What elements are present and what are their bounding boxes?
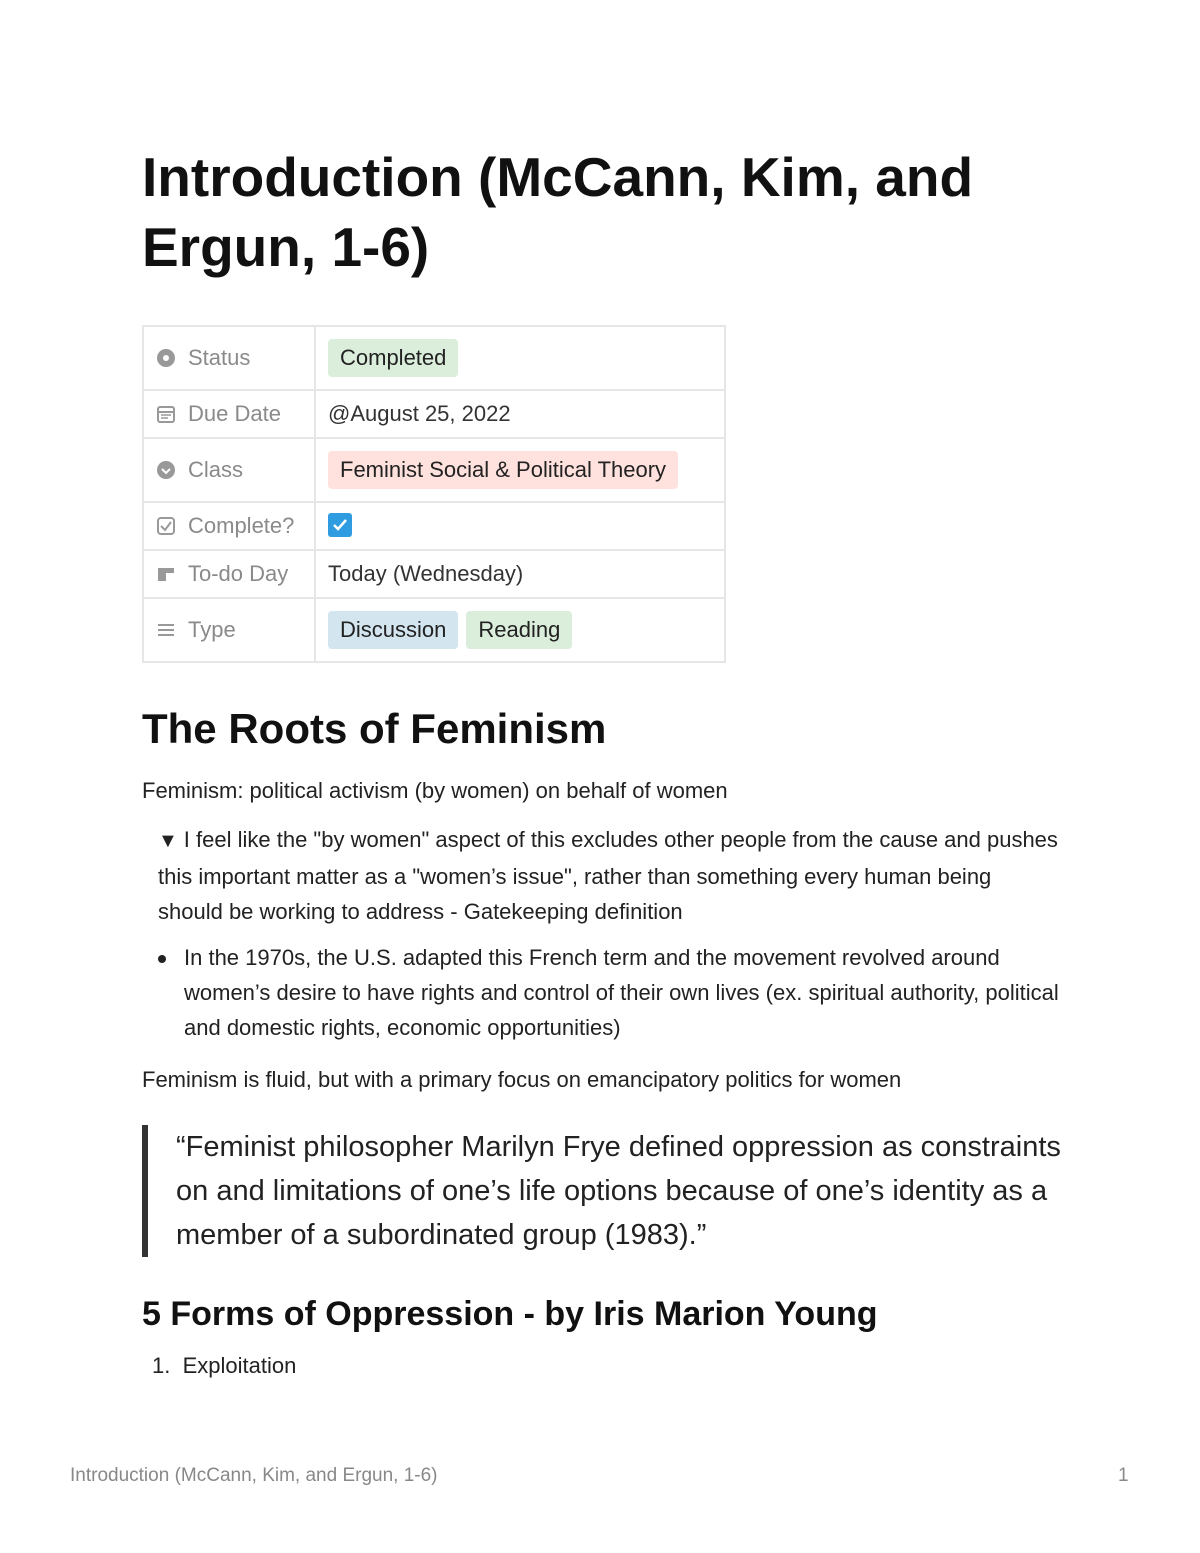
property-row-status <box>143 326 725 390</box>
checkmark-icon <box>331 516 349 534</box>
page-title: Introduction (McCann, Kim, and Ergun, 1-6) <box>142 146 974 278</box>
property-row-todo-day <box>143 550 725 598</box>
checkbox-icon <box>156 516 176 536</box>
due-date-label: Due Date <box>188 401 281 426</box>
type-tag-discussion[interactable]: Discussion <box>328 611 458 649</box>
numbered-list-item <box>152 1350 296 1382</box>
section-heading-roots: The Roots of Feminism <box>142 705 607 752</box>
footer-title: Introduction (McCann, Kim, and Ergun, 1-6) <box>70 1465 438 1486</box>
calendar-icon <box>156 404 176 424</box>
select-icon <box>156 460 176 480</box>
multi-select-icon <box>156 620 176 640</box>
toggle-text: I feel like the "by women" aspect of this excludes other people from the cause and pushes this important matter as a "women’s issue", rather than something every human being should be working to address - Gatekeeping definition <box>158 827 1058 924</box>
type-tag-reading[interactable]: Reading <box>466 611 572 649</box>
status-label: Status <box>188 345 251 370</box>
todo-day-label: To-do Day <box>188 561 289 586</box>
properties-table <box>142 325 726 663</box>
type-label: Type <box>188 617 236 642</box>
list-item-text: Exploitation <box>182 1353 297 1378</box>
toggle-triangle-icon[interactable]: ▼ <box>158 830 178 852</box>
property-row-type <box>143 598 725 662</box>
status-icon <box>156 348 176 368</box>
property-row-due-date <box>143 390 725 438</box>
property-row-class <box>143 438 725 502</box>
status-tag[interactable]: Completed <box>328 339 458 377</box>
property-row-complete <box>143 502 725 550</box>
quote-block: “Feminist philosopher Marilyn Frye defined oppression as constraints on and limitations of one’s life options because of one’s identity as a member of a subordinated group (1983).” <box>142 1125 1062 1257</box>
todo-day-value: Today (Wednesday) <box>315 550 725 598</box>
bullet-list-item: In the 1970s, the U.S. adapted this French term and the movement revolved around women’s desire to have rights and control of their own lives (ex. spiritual authority, political and domestic rights, economic opportunities) <box>184 945 1059 1040</box>
complete-checkbox[interactable] <box>328 513 352 537</box>
due-date-value[interactable]: @August 25, 2022 <box>315 390 725 438</box>
list-number: 1. <box>152 1353 183 1378</box>
complete-label: Complete? <box>188 513 295 538</box>
section-heading-forms: 5 Forms of Oppression - by Iris Marion Young <box>142 1295 878 1333</box>
formula-icon <box>156 564 176 584</box>
class-label: Class <box>188 457 244 482</box>
toggle-block[interactable] <box>158 822 1058 929</box>
definition-paragraph: Feminism: political activism (by women) on behalf of women <box>142 778 728 803</box>
bullet-icon <box>158 955 166 963</box>
fluid-paragraph: Feminism is fluid, but with a primary focus on emancipatory politics for women <box>142 1067 902 1092</box>
page-number: 1 <box>1118 1465 1129 1486</box>
class-tag[interactable]: Feminist Social & Political Theory <box>328 451 678 489</box>
